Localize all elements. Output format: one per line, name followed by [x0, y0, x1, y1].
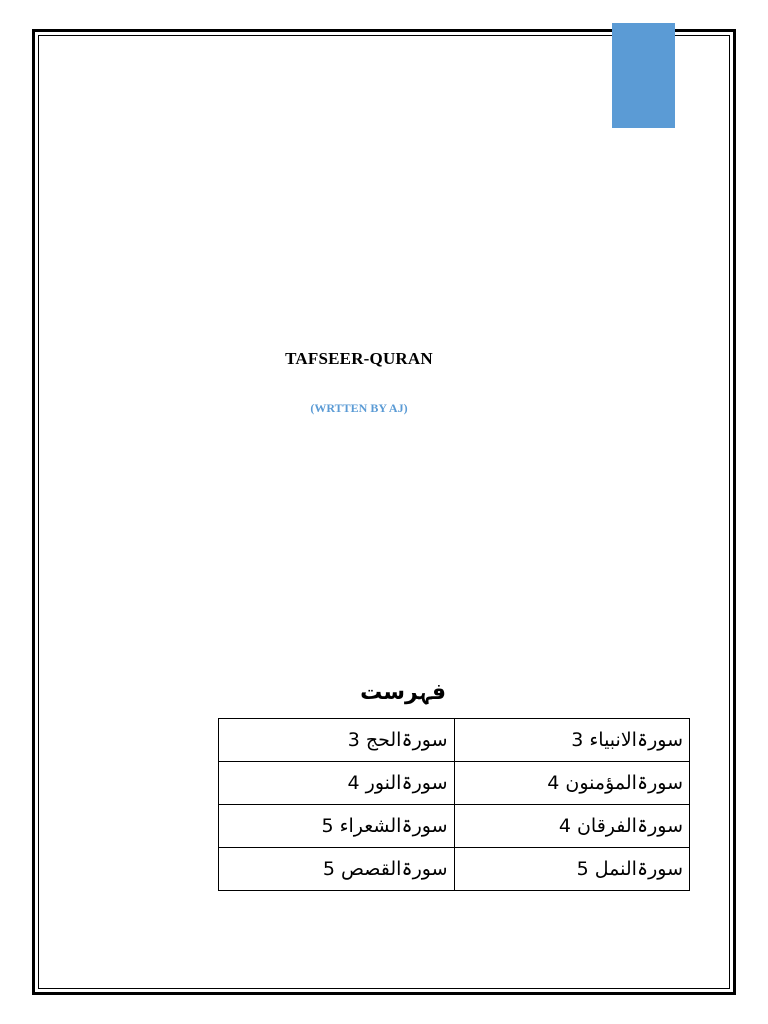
table-row [219, 719, 690, 762]
toc-entry: سورۃالانبیاء 3 [454, 719, 690, 762]
table-row [219, 805, 690, 848]
toc-heading: فہرست [360, 680, 446, 705]
toc-entry: سورۃالفرقان 4 [454, 805, 690, 848]
toc-entry: سورۃالحج 3 [219, 719, 455, 762]
toc-table [218, 718, 690, 891]
document-title: TAFSEER-QURAN [285, 349, 433, 368]
toc-entry: سورۃالمؤمنون 4 [454, 762, 690, 805]
document-subtitle: (WRTTEN BY AJ) [310, 401, 408, 415]
toc-entry: سورۃالقصص 5 [219, 848, 455, 891]
table-row [219, 848, 690, 891]
toc-entry: سورۃالنور 4 [219, 762, 455, 805]
accent-block [612, 23, 675, 128]
toc-entry: سورۃالشعراء 5 [219, 805, 455, 848]
table-row [219, 762, 690, 805]
toc-entry: سورۃالنمل 5 [454, 848, 690, 891]
